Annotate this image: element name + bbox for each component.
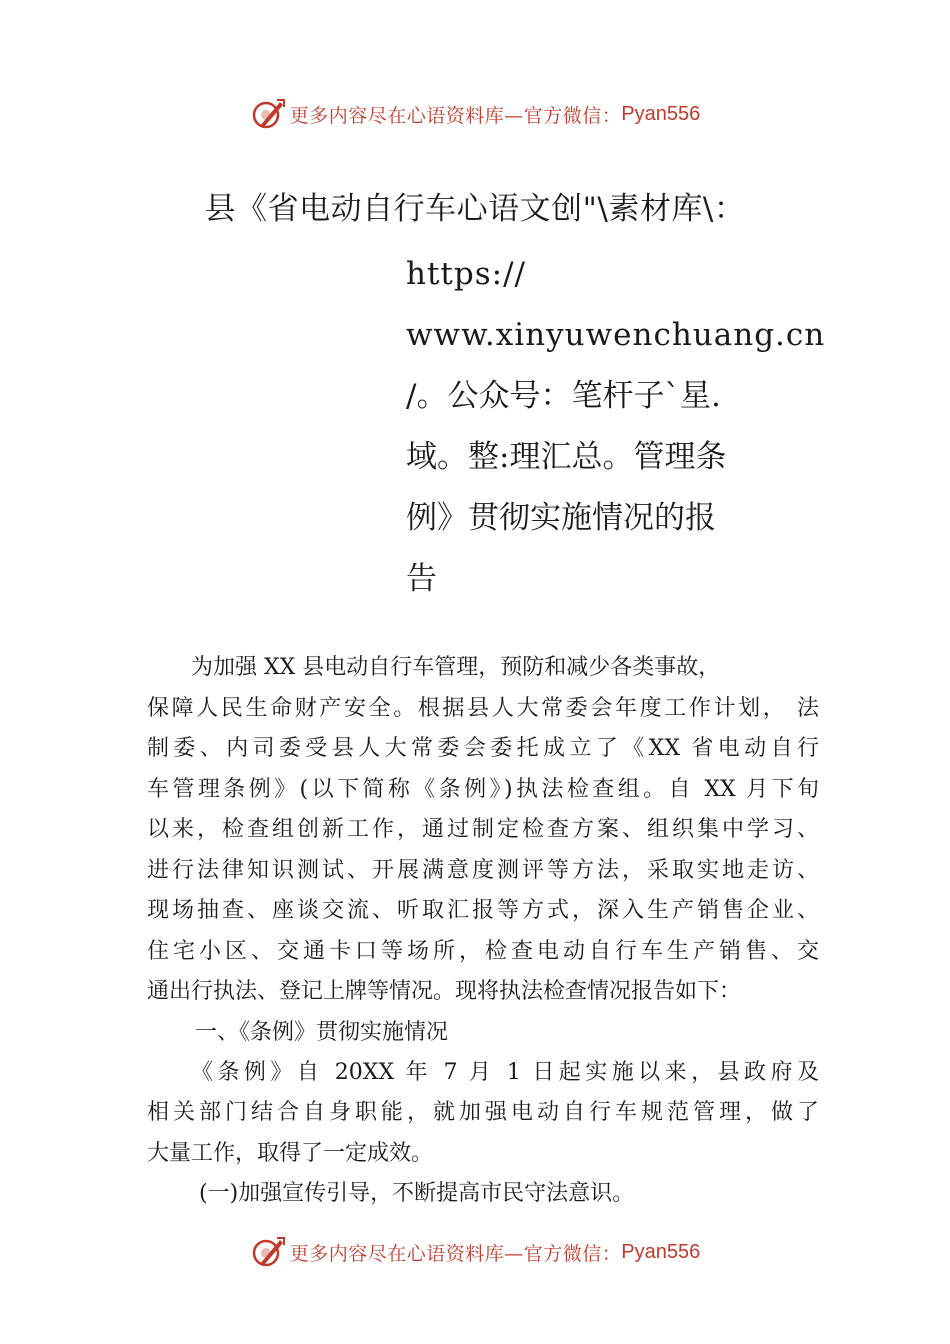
section-heading: 一、《条例》贯彻实施情况 [195, 1019, 449, 1045]
title-line: 域。整:理汇总。管理条 [406, 439, 727, 475]
paragraph-line: 制委、内司委受县人大常委会委托成立了《XX 省电动自行 [147, 736, 819, 761]
header-watermark [0, 94, 950, 134]
title-line: 例》贯彻实施情况的报 [406, 500, 716, 536]
quill-logo-icon [250, 1234, 286, 1270]
paragraph-line: 以来，检查组创新工作，通过制定检查方案、组织集中学习、 [147, 817, 819, 842]
footer-watermark [0, 1232, 950, 1272]
paragraph-line: 《条例》自 20XX 年 7 月 1 日起实施以来，县政府及 [191, 1059, 819, 1085]
document-title-continued [406, 244, 826, 610]
paragraph-line: 保障人民生命财产安全。根据县人大常委会年度工作计划， 法 [147, 695, 819, 721]
paragraph-line: 通出行执法、登记上牌等情况。现将执法检查情况报告如下： [147, 979, 742, 1004]
paragraph-line: 大量工作，取得了一定成效。 [147, 1140, 434, 1166]
paragraph-line: 进行法律知识测试、开展满意度测评等方法，采取实地走访、 [147, 857, 819, 883]
intro-paragraph [147, 648, 819, 1013]
title-line: https:// [406, 256, 526, 292]
paragraph-line: 住宅小区、交通卡口等场所，检查电动自行车生产销售、交 [147, 938, 819, 964]
document-body [147, 648, 819, 1215]
quill-logo-icon [250, 96, 286, 132]
title-line: /。公众号：笔杆子`星. [406, 378, 721, 414]
title-line: 告 [406, 561, 437, 597]
paragraph-line: 车管理条例》(以下简称《条例》)执法检查组。自 XX 月下旬 [147, 776, 819, 802]
watermark-wechat-id: Pyan556 [621, 102, 701, 125]
paragraph-line: 相关部门结合自身职能，就加强电动自行车规范管理，做了 [147, 1100, 819, 1125]
watermark-text: 更多内容尽在心语资料库—官方微信： [289, 1242, 622, 1265]
paragraph-line: 为加强 XX 县电动自行车管理，预防和减少各类事故， [191, 655, 721, 680]
title-line: www.xinyuwenchuang.cn [406, 317, 826, 353]
subsection-heading: (一)加强宣传引导，不断提高市民守法意识。 [199, 1181, 635, 1206]
document-title-line-1: 县《省电动自行车心语文创"\素材库\： [204, 191, 746, 227]
section-paragraph [147, 1053, 819, 1175]
watermark-wechat-id: Pyan556 [621, 1240, 701, 1263]
paragraph-line: 现场抽查、座谈交流、听取汇报等方式，深入生产销售企业、 [147, 898, 819, 923]
watermark-text: 更多内容尽在心语资料库—官方微信： [289, 104, 622, 127]
